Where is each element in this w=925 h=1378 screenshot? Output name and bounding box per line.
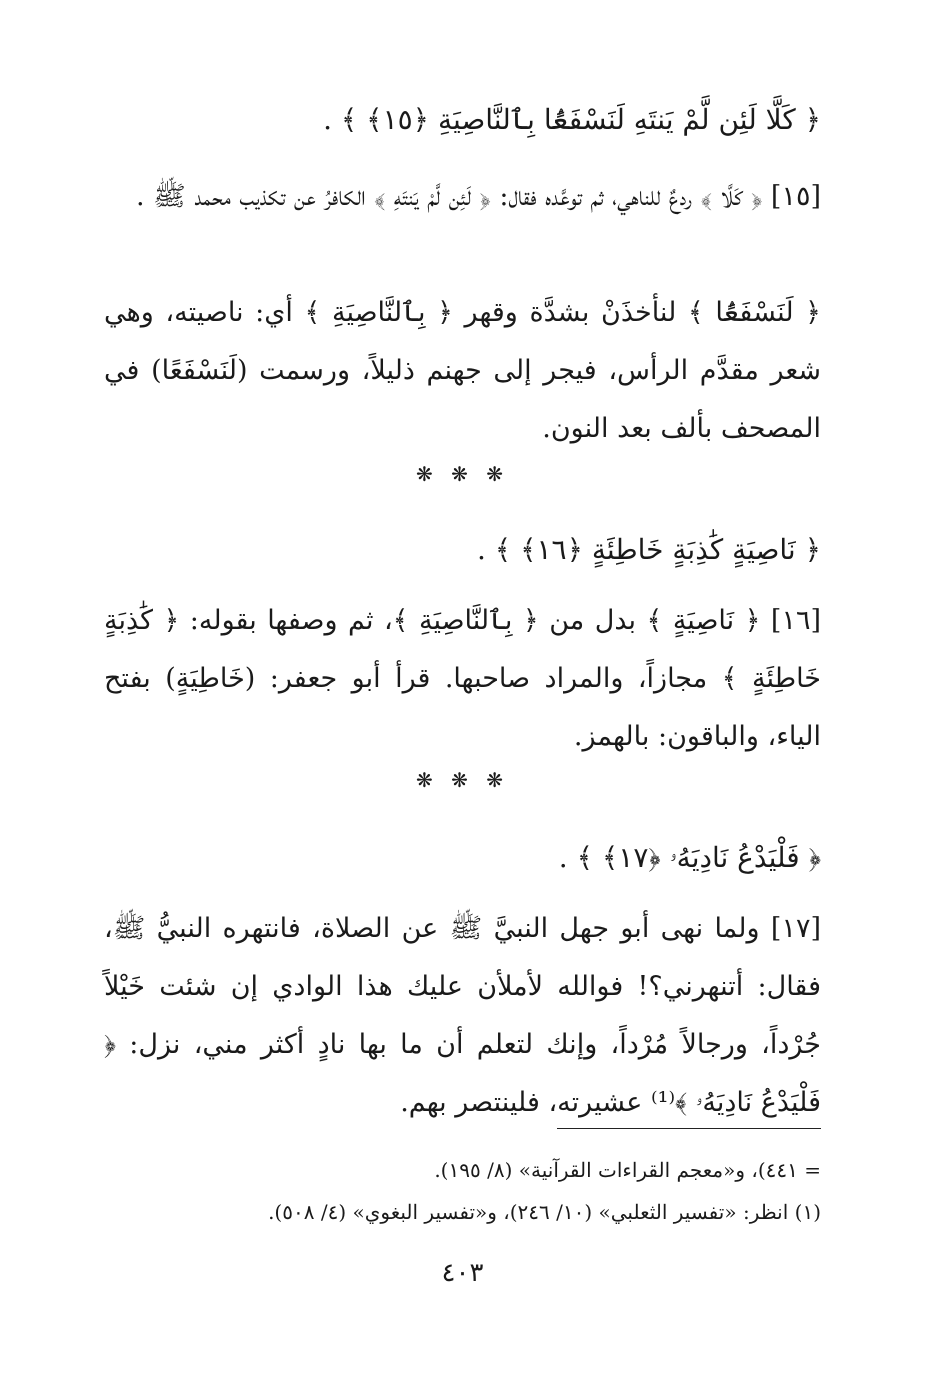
commentary-15-continued: ﴿ لَنَسْفَعًۢا ﴾ لنأخذَنْ بشدَّة وقهر ﴿ بِٱلنَّاصِيَةِ ﴾ أي: ناصيته، وهي شعر مقدَّم الرأس، فيجر إلى جهنم ذليلاً، ورسمت (لَنَسْفَعًا) في المصحف بألف بعد النون.	[104, 297, 821, 444]
footnote-1: (١) انظر: «تفسير الثعلبي» (١٠/ ٢٤٦)، و«تفسير البغوي» (٤/ ٥٠٨).	[268, 1200, 821, 1224]
section-separator: ❋ ❋ ❋	[416, 768, 509, 792]
verse-16: ﴿ نَاصِيَةٍ كَٰذِبَةٍ خَاطِئَةٍ ﴿١٦﴾ ﴾ .	[477, 533, 821, 566]
commentary-16: [١٦] ﴿ نَاصِيَةٍ ﴾ بدل من ﴿ بِٱلنَّاصِيَةِ ﴾، ثم وصفها بقوله: ﴿ كَٰذِبَةٍ خَاطِئَةٍ ﴾ مجازاً، والمراد صاحبها. قرأ أبو جعفر: (خَاطِيَةٍ) بفتح الياء، والباقون: بالهمز.	[104, 605, 821, 752]
commentary-17: [١٧] ولما نهى أبو جهل النبيَّ ﷺ عن الصلاة، فانتهره النبيُّ ﷺ، فقال: أتنهرني؟! فوالله لأملأن عليك هذا الوادي إن شئت خَيْلاً جُرْداً، ورجالاً مُرْداً، وإنك لتعلم أن ما بها نادٍ أكثر مني، نزل: ﴿ فَلْيَدْعُ نَادِيَهُۥ ﴾⁽¹⁾ عشيرته، فلينتصر بهم.	[104, 913, 821, 1118]
section-separator: ❋ ❋ ❋	[416, 462, 509, 486]
footnote-rule	[557, 1128, 821, 1129]
footnote-continued: = ٤٤١)، و«معجم القراءات القرآنية» (٨/ ١٩٥).	[434, 1158, 821, 1182]
verse-15: ﴿ كَلَّا لَئِن لَّمْ يَنتَهِ لَنَسْفَعًۢا بِٱلنَّاصِيَةِ ﴿١٥﴾ ﴾ .	[323, 103, 821, 136]
commentary-15: [١٥] ﴿ كَلَّا ﴾ ردعٌ للناهي، ثم توعَّده فقال: ﴿ لَئِن لَّمْ يَنتَهِ ﴾ الكافرُ عن تكذيب محمد ﷺ .	[135, 181, 821, 212]
page-number: ٤٠٣	[441, 1258, 484, 1288]
verse-17: ﴿ فَلْيَدْعُ نَادِيَهُۥ ﴿١٧﴾ ﴾ .	[558, 841, 821, 874]
